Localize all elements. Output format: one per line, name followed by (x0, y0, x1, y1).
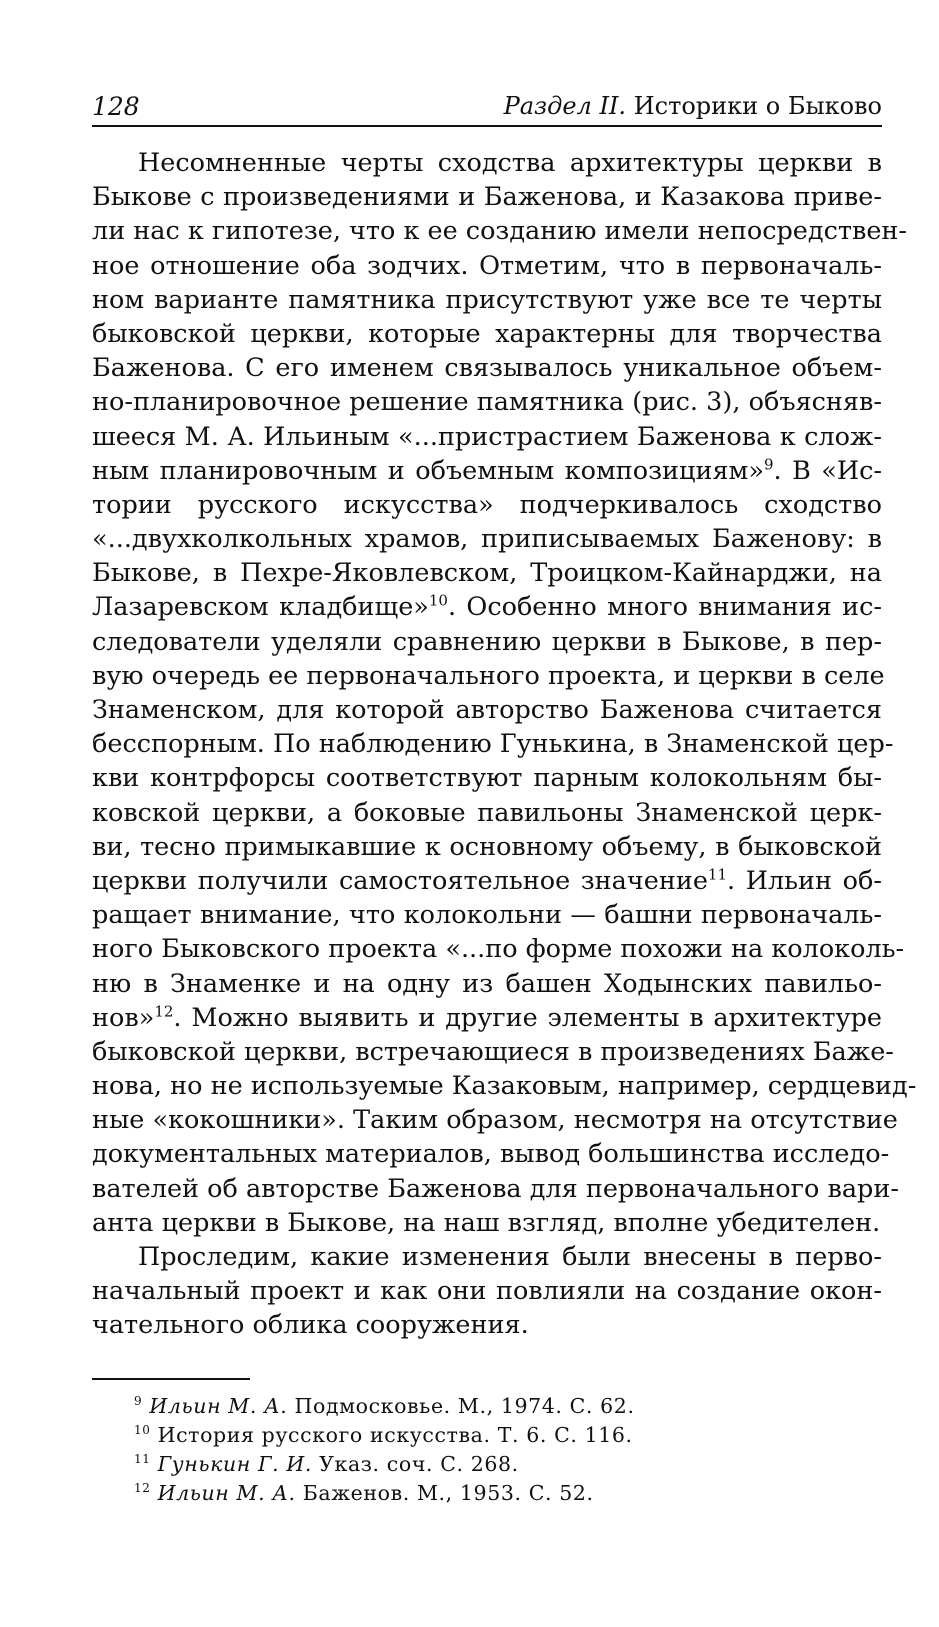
footnotes (134, 1392, 834, 1508)
text-line: ном варианте памятника присутствуют уже все те черты (92, 284, 882, 315)
text-line: бесспорным. По наблюдению Гунькина, в Знаменской цер- (92, 729, 894, 760)
text-line: Знаменском, для которой авторство Баженова считается (92, 695, 882, 725)
footnote-ref: 9 (763, 455, 774, 474)
text-line: анта церкви в Быкове, на наш взгляд, вполне убедителен. (92, 1207, 881, 1238)
text-fragment: нов» (92, 1002, 155, 1033)
text-line: чательного облика сооружения. (92, 1310, 529, 1341)
text-fragment: . Особенно много внимания ис- (447, 592, 882, 623)
text-fragment: . Можно выявить и другие элементы в архитектуре (173, 1002, 882, 1033)
text-line: быковской церкви, которые характерны для творчества (92, 318, 882, 349)
running-title (504, 92, 882, 120)
text-fragment: Лазаревском кладбище» (92, 592, 429, 623)
text-line: Проследим, какие изменения были внесены в перво- (138, 1242, 882, 1272)
section-title: Историки о Быково (626, 92, 882, 120)
footnote (134, 1450, 834, 1479)
footnote (134, 1392, 834, 1421)
footnote-text: История русского искусства. Т. 6. С. 116. (150, 1423, 633, 1447)
text-line: ные «кокошники». Таким образом, несмотря на отсутствие (92, 1105, 898, 1136)
header-rule (92, 125, 882, 127)
running-header (92, 88, 882, 128)
paragraph-1 (92, 146, 917, 1240)
text-line: вателей об авторстве Баженова для первоначального вари- (92, 1173, 899, 1204)
text-line: быковской церкви, встречающиеся в произведениях Баже- (92, 1036, 894, 1067)
footnote-ref: 12 (154, 1002, 174, 1021)
footnote-ref: 11 (707, 865, 728, 884)
footnote-author: Ильин М. А. (157, 1481, 296, 1505)
text-line: Баженова. С его именем связывалось уникальное объем- (92, 353, 882, 384)
text-line: ращает внимание, что колокольни — башни первоначаль- (92, 900, 882, 931)
footnote-number: 11 (134, 1452, 151, 1467)
footnote-number: 10 (134, 1423, 151, 1438)
page-number: 128 (92, 92, 140, 121)
text-line: следователи уделяли сравнению церкви в Быкове, в пер- (92, 626, 882, 657)
footnote-text: Подмосковье. М., 1974. С. 62. (287, 1394, 635, 1418)
text-line (92, 1001, 882, 1035)
footnote-number: 9 (134, 1394, 143, 1409)
footnote-author: Ильин М. А. (149, 1394, 288, 1418)
text-line (92, 590, 882, 624)
footnote-text: Баженов. М., 1953. С. 52. (295, 1481, 594, 1505)
footnote-author: Гунькин Г. И. (157, 1452, 313, 1476)
text-line: но-планировочное решение памятника (рис. 3), объясняв- (92, 387, 882, 418)
footnote-rule (92, 1378, 250, 1380)
text-line: нова, но не используемые Казаковым, например, сердцевид- (92, 1071, 917, 1102)
footnote-number: 12 (134, 1481, 151, 1496)
text-line: ковской церкви, а боковые павильоны Знаменской церк- (92, 797, 882, 828)
text-fragment: ным планировочным и объемным композициям» (92, 455, 764, 486)
text-line: «...двухколкольных храмов, приписываемых Баженову: в (92, 524, 882, 555)
text-line (92, 454, 882, 488)
text-line: ного Быковского проекта «...по форме похожи на колоколь- (92, 934, 905, 965)
text-line: начальный проект и как они повлияли на создание окон- (92, 1276, 882, 1307)
text-line: Быкове, в Пехре-Яковлевском, Троицком-Кайнарджи, на (92, 558, 882, 589)
text-fragment: . В «Ис- (773, 455, 883, 486)
text-line: ви, тесно примыкавшие к основному объему, в быковской (92, 831, 882, 862)
text-line: вую очередь ее первоначального проекта, и церкви в селе (92, 660, 885, 691)
paragraph-2 (92, 1240, 882, 1343)
text-line (92, 864, 882, 898)
section-label: Раздел II. (503, 92, 627, 120)
text-line: кви контрфорсы соответствуют парным колокольням бы- (92, 763, 882, 794)
text-line: шееся М. А. Ильиным «...пристрастием Баженова к слож- (92, 421, 882, 452)
footnote (134, 1479, 834, 1508)
text-line: тории русского искусства» подчеркивалось сходство (92, 489, 882, 520)
footnote-ref: 10 (428, 591, 448, 610)
footnote-text: Указ. соч. С. 268. (312, 1452, 519, 1476)
footnote (134, 1421, 834, 1450)
text-line: ню в Знаменке и на одну из башен Ходынских павильо- (92, 968, 882, 999)
text-line: документальных материалов, вывод большинства исследо- (92, 1139, 890, 1170)
text-fragment: церкви получили самостоятельное значение (92, 865, 708, 896)
text-line: ли нас к гипотезе, что к ее созданию имели непосредствен- (92, 216, 908, 247)
text-line: ное отношение оба зодчих. Отметим, что в первоначаль- (92, 250, 882, 281)
text-fragment: . Ильин об- (727, 865, 882, 896)
text-line: Быкове с произведениями и Баженова, и Казакова приве- (92, 182, 882, 213)
main-text (92, 146, 917, 1343)
text-line: Несомненные черты сходства архитектуры церкви в (138, 148, 882, 178)
